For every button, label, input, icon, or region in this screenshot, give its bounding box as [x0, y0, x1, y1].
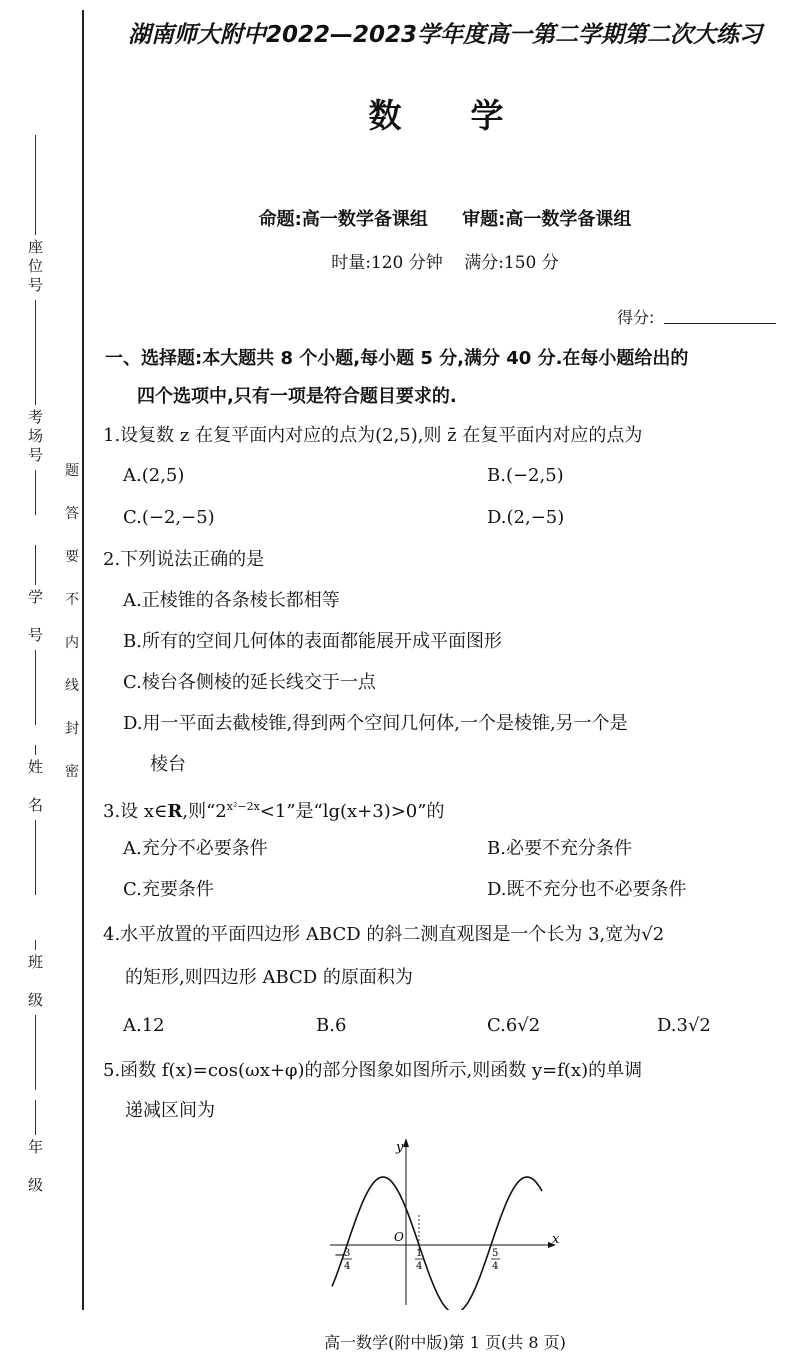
- seal-char: 密: [65, 764, 79, 780]
- q3-real-set: R: [167, 801, 183, 822]
- q3-option-c[interactable]: C.充要条件: [123, 879, 214, 900]
- name-field[interactable]: [24, 745, 46, 895]
- q3-exponent: x²−2x: [226, 800, 260, 813]
- time-info: [100, 248, 790, 273]
- reviewer-label: 审题:高一数学备课组: [462, 209, 632, 230]
- seal-char: 内: [65, 635, 79, 651]
- grade-field[interactable]: [24, 1100, 46, 1200]
- seal-char: 要: [65, 549, 79, 565]
- student-id-label: 学 号: [26, 589, 44, 646]
- question-2-stem: 2.下列说法正确的是: [103, 549, 265, 570]
- q3-option-b[interactable]: B.必要不充分条件: [487, 838, 632, 859]
- q1-option-a[interactable]: A.(2,5): [123, 465, 185, 486]
- seal-char: 线: [65, 678, 79, 694]
- question-5-line-2: 递减区间为: [125, 1100, 215, 1121]
- exam-title: 湖南师大附中2022—2023学年度高一第二学期第二次大练习: [127, 22, 763, 48]
- full-score: 满分:150 分: [464, 253, 559, 273]
- seat-number-label: 座位号: [26, 239, 44, 296]
- q3-option-a[interactable]: A.充分不必要条件: [123, 838, 268, 859]
- author-line: [100, 205, 790, 231]
- seat-number-field[interactable]: [24, 135, 46, 355]
- tick-3-denominator: 4: [492, 1261, 499, 1272]
- seal-char: 封: [65, 721, 79, 737]
- q1-option-c[interactable]: C.(−2,−5): [123, 507, 215, 528]
- q2-option-b[interactable]: B.所有的空间几何体的表面都能展开成平面图形: [123, 631, 502, 652]
- question-4-line-2: 的矩形,则四边形 ABCD 的原面积为: [125, 967, 413, 988]
- y-axis-label: y: [396, 1140, 404, 1155]
- cosine-graph: [320, 1135, 570, 1310]
- score-label: 得分:: [617, 308, 655, 327]
- section-line-2: 四个选项中,只有一项是符合题目要求的.: [137, 386, 457, 407]
- class-label: 班 级: [26, 954, 44, 1011]
- seal-char: 答: [65, 506, 79, 522]
- q3-text: 3.设 x∈: [103, 801, 168, 822]
- cosine-curve: [332, 1177, 542, 1310]
- student-id-field[interactable]: [24, 545, 46, 725]
- question-4-line-1: 4.水平放置的平面四边形 ABCD 的斜二测直观图是一个长为 3,宽为√2: [103, 924, 665, 945]
- q3-option-d[interactable]: D.既不充分也不必要条件: [487, 879, 687, 900]
- q4-option-b[interactable]: B.6: [316, 1015, 347, 1036]
- time-limit: 时量:120 分钟: [331, 253, 443, 273]
- q4-option-d[interactable]: D.3√2: [657, 1015, 711, 1036]
- question-3-stem: [103, 794, 444, 825]
- q1-option-d[interactable]: D.(2,−5): [487, 507, 565, 528]
- x-axis-label: x: [552, 1232, 560, 1247]
- origin-label: O: [394, 1230, 404, 1244]
- tick-neg-sign: −: [334, 1248, 345, 1263]
- name-label: 姓 名: [26, 759, 44, 816]
- exam-room-field[interactable]: [24, 355, 46, 515]
- q3-text: ,则“2: [182, 801, 227, 822]
- class-field[interactable]: [24, 940, 46, 1090]
- q2-option-d[interactable]: D.用一平面去截棱锥,得到两个空间几何体,一个是棱锥,另一个是: [123, 713, 628, 734]
- q2-option-c[interactable]: C.棱台各侧棱的延长线交于一点: [123, 672, 376, 693]
- exam-room-label: 考场号: [26, 409, 44, 466]
- tick-2-numerator: 1: [416, 1248, 423, 1259]
- grade-label: 年 级: [26, 1139, 44, 1196]
- binding-line: [82, 10, 84, 1310]
- page-footer: 高一数学(附中版)第 1 页(共 8 页): [324, 1333, 566, 1352]
- score-input[interactable]: [664, 323, 776, 324]
- q4-option-a[interactable]: A.12: [123, 1015, 165, 1036]
- tick-2-denominator: 4: [416, 1261, 423, 1272]
- tick-1-denominator: 4: [344, 1261, 351, 1272]
- section-heading: [105, 340, 785, 416]
- seal-char: 不: [65, 592, 79, 608]
- q2-option-a[interactable]: A.正棱锥的各条棱长都相等: [123, 590, 340, 611]
- q2-option-d-cont: 棱台: [150, 754, 186, 775]
- tick-1-numerator: 3: [344, 1248, 351, 1259]
- question-1-stem: 1.设复数 z 在复平面内对应的点为(2,5),则 z̄ 在复平面内对应的点为: [103, 425, 643, 446]
- q4-option-c[interactable]: C.6√2: [487, 1015, 541, 1036]
- question-5-line-1: 5.函数 f(x)=cos(ωx+φ)的部分图象如图所示,则函数 y=f(x)的单调: [103, 1060, 643, 1081]
- q3-text: <1”是“lg(x+3)>0”的: [259, 801, 445, 822]
- section-line-1: 一、选择题:本大题共 8 个小题,每小题 5 分,满分 40 分.在每小题给出的: [105, 348, 689, 369]
- subject-title: 数 学: [368, 96, 522, 135]
- q1-option-b[interactable]: B.(−2,5): [487, 465, 564, 486]
- y-axis-arrow: [403, 1138, 409, 1147]
- seal-char: 题: [65, 463, 79, 479]
- tick-3-numerator: 5: [492, 1248, 499, 1259]
- author-label: 命题:高一数学备课组: [258, 209, 428, 230]
- seal-text: [62, 450, 82, 794]
